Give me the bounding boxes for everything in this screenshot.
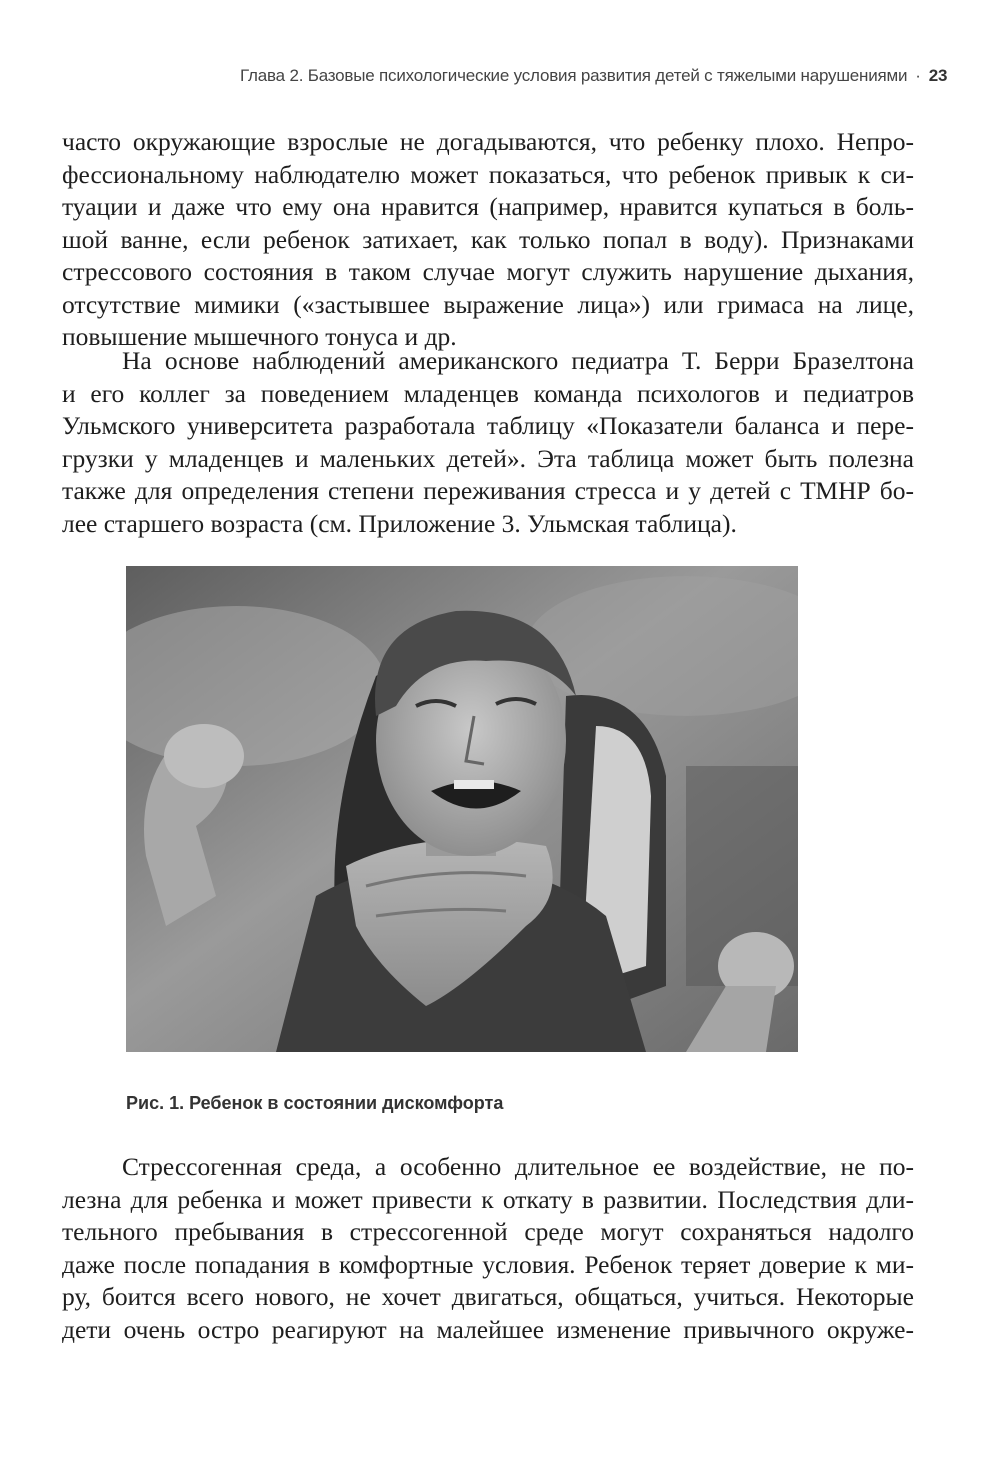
page-number: 23: [928, 66, 948, 85]
paragraph-stress-environment: [62, 1151, 914, 1346]
text-line: Стрессогенная среда, а особенно длительное ее воздействие, не по-: [122, 1152, 914, 1181]
figure-photo: [126, 566, 798, 1052]
photo-child-discomfort: [126, 566, 798, 1052]
text-line: тельного пребывания в стрессогенной среде могут сохраняться надолго: [62, 1217, 914, 1246]
text-line: Ульмского университета разработала таблицу «Показатели баланса и пере-: [62, 411, 914, 440]
paragraph-ulm-table: [62, 345, 914, 540]
chapter-title: Глава 2. Базовые психологические условия развития детей с тяжелыми нарушениями: [240, 66, 908, 85]
header-separator: ·: [915, 66, 921, 85]
text-line: и его коллег за поведением младенцев команда психологов и педиатров: [62, 378, 914, 408]
text-line: дети очень остро реагируют на малейшее изменение привычного окруже-: [62, 1314, 914, 1344]
text-line: повышение мышечного тонуса и др.: [62, 322, 457, 351]
text-line: лезна для ребенка и может привести к откату в развитии. Последствия дли-: [62, 1184, 914, 1214]
text-line: лее старшего возраста (см. Приложение 3. Ульмская таблица).: [62, 508, 737, 538]
text-line: туации и даже что ему она нравится (например, нравится купаться в боль-: [62, 192, 914, 221]
figure-caption: Рис. 1. Ребенок в состоянии дискомфорта: [126, 1093, 504, 1113]
text-line: отсутствие мимики («застывшее выражение лица») или гримаса на лице,: [62, 289, 914, 319]
text-line: часто окружающие взрослые не догадываются, что ребенку плохо. Непро-: [62, 127, 914, 156]
text-line: грузки у младенцев и маленьких детей». Эта таблица может быть полезна: [62, 443, 914, 473]
running-head: [240, 66, 948, 86]
text-line: даже после попадания в комфортные условия. Ребенок теряет доверие к ми-: [62, 1249, 914, 1279]
text-line: На основе наблюдений американского педиатра Т. Берри Бразелтона: [122, 346, 914, 375]
text-line: стрессового состояния в таком случае могут служить нарушение дыхания,: [62, 257, 914, 286]
paragraph-continued: [62, 126, 914, 354]
text-line: шой ванне, если ребенок затихает, как только попал в воду). Признаками: [62, 224, 914, 254]
text-line: ру, боится всего нового, не хочет двигаться, общаться, учиться. Некоторые: [62, 1282, 914, 1311]
text-line: фессиональному наблюдателю может показаться, что ребенок привык к си-: [62, 159, 914, 189]
text-line: также для определения степени переживания стресса и у детей с ТМНР бо-: [62, 476, 914, 505]
